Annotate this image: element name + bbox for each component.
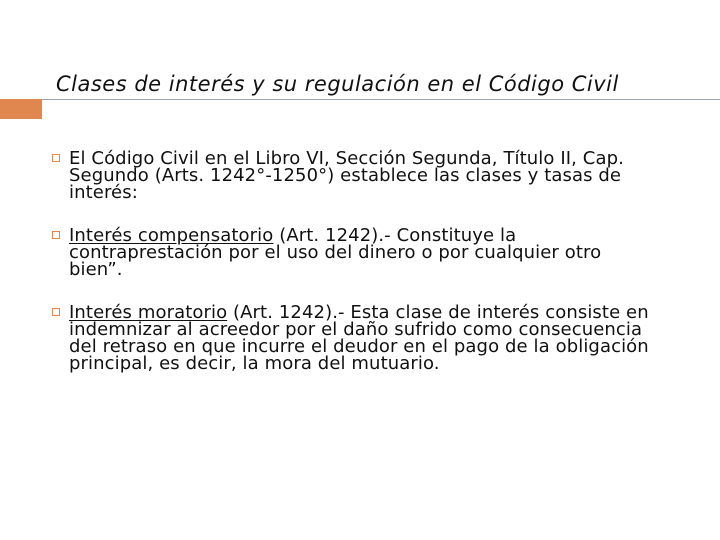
bullet-text	[69, 304, 652, 372]
bullet-item-moratorio	[52, 304, 652, 372]
accent-line	[42, 99, 720, 100]
slide-title: Clases de interés y su regulación en el Código Civil	[56, 72, 619, 96]
bullet-text	[69, 227, 652, 278]
term-moratorio: Interés moratorio	[69, 302, 228, 323]
bullet-body: (Art. 1242).- Esta clase de interés consiste en indemnizar al acreedor por el daño sufrido como consecuencia del retraso en que incurre el deudor en el pago de la obligación principal, es decir, la mora del mutuario.	[69, 302, 649, 374]
bullet-text: El Código Civil en el Libro VI, Sección Segunda, Título II, Cap. Segundo (Arts. 1242°-1250°) establece las clases y tasas de interés:	[69, 148, 624, 203]
bullet-item-intro	[52, 150, 652, 201]
square-bullet-icon	[52, 154, 60, 162]
bullet-list	[52, 150, 652, 398]
bullet-item-compensatorio	[52, 227, 652, 278]
square-bullet-icon	[52, 231, 60, 239]
bullet-body: (Art. 1242).- Constituye la contraprestación por el uso del dinero o por cualquier otro bien”.	[69, 225, 602, 280]
term-compensatorio: Interés compensatorio	[69, 225, 274, 246]
square-bullet-icon	[52, 308, 60, 316]
accent-bar	[0, 99, 42, 119]
